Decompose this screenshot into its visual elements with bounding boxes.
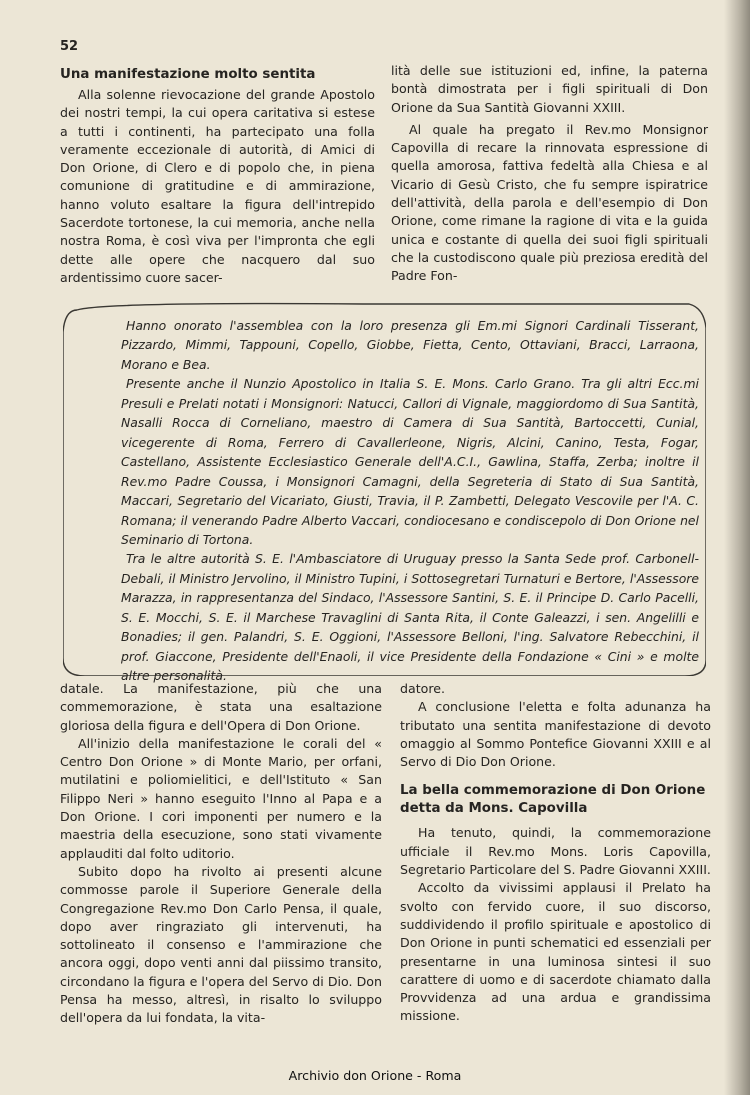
section-left-column bbox=[60, 66, 375, 287]
section-heading: La bella commemorazione di Don Orione detta da Mons. Capovilla bbox=[400, 783, 706, 817]
paragraph: datale. La manifestazione, più che una commemorazione, è stata una esaltazione gloriosa della figura e dell'Opera di Don Orione. bbox=[60, 681, 382, 733]
prelates-paragraph: Presente anche il Nunzio Apostolico in Italia S. E. Mons. Carlo Grano. Tra gli altri Ecc.mi Presuli e Prelati notati i Monsignori: Natucci, Callori di Vignale, maggiordomo di Sua Santità, Nasalli Rocca di Corneliano, maestro di Camera di Sua Santità, Bartoccetti, Cunial, vicegerente di Roma, Ferrero di Cavallerleone, Nigris, Alcini, Canino, Testa, Fogar, Castellano, Assistente Ecclesiastico Generale dell'A.C.I., Gawlina, Staffa, Zerba; inoltre il Rev.mo Padre Coussa, i Monsignori Camagni, della Segreteria di Stato di Sua Santità, Maccari, Segretario del Vicariato, Giusti, Travia, il P. Zambetti, Delegato Vescovile per l'A. C. Romana; il venerando Padre Alberto Vaccari, condiocesano e condiscepolo di Don Orione nel Seminario di Tortona. bbox=[121, 376, 699, 547]
paragraph: Ha tenuto, quindi, la commemorazione ufficiale il Rev.mo Mons. Loris Capovilla, Segretario Particolare del S. Padre Giovanni XXIII. bbox=[400, 825, 711, 878]
section-heading: Una manifestazione molto sentita bbox=[60, 67, 316, 82]
paragraph: Subito dopo ha rivolto ai presenti alcune commosse parole il Superiore Generale della Congregazione Rev.mo Don Carlo Pensa, il quale, dopo aver ringraziato gli intervenuti, ha sottolineato il consenso e l'ammirazione che ancora oggi, dopo venti anni dal piissimo transito, circondano la figura e l'opera del Servo di Dio. Don Pensa ha messo, altresì, in risalto lo sviluppo dell'opera da lui fondata, la vita- bbox=[60, 863, 382, 1026]
page-edge-shadow bbox=[724, 0, 750, 1095]
paragraph: Accolto da vivissimi applausi il Prelato ha svolto con fervido cuore, il suo discorso, suddividendo il profilo spirituale e apostolico di Don Orione in punti schematici ed essenziali per presentarne in una luminosa sintesi il suo carattere di uomo e di sacerdote chiamato dalla Provvidenza ad una ardua e grandissima missione. bbox=[400, 880, 711, 1024]
bottom-left-column bbox=[60, 680, 382, 1028]
section-right-column bbox=[391, 62, 708, 286]
authorities-paragraph: Tra le altre autorità S. E. l'Ambasciatore di Uruguay presso la Santa Sede prof. Carbonell-Debali, il Ministro Jervolino, il Ministro Tupini, i Sottosegretari Turnaturi e Bertore, l'Assessore Marazza, in rappresentanza del Sindaco, l'Assessore Santini, S. E. il Principe D. Carlo Pacelli, S. E. Mocchi, S. E. il Marchese Travaglini di Santa Rita, il Conte Galeazzi, i sen. Angelilli e Bonadies; il gen. Palandri, S. E. Oggioni, l'Assessore Belloni, l'ing. Salvatore Rebecchini, il prof. Giaccone, Presidente dell'Enaoli, il vice Presidente della Fondazione « Cini » e molte altre personalità. bbox=[121, 551, 699, 684]
page-number: 52 bbox=[60, 39, 79, 54]
paragraph: datore. bbox=[400, 681, 446, 696]
paragraph: Al quale ha pregato il Rev.mo Monsignor Capovilla di recare la rinnovata espressione di quella amorosa, fattiva fedeltà alla Chiesa e al Vicario di Gesù Cristo, che fu sempre ispiratrice dell'attività, della parola e dell'esempio di Don Orione, come rimane la ragione di vita e la guida unica e costante di quella dei suoi figli spirituali che la custodiscono quale più preziosa eredità del Padre Fon- bbox=[391, 121, 708, 284]
archive-footer: Archivio don Orione - Roma bbox=[288, 1068, 462, 1083]
paragraph: lità delle sue istituzioni ed, infine, la paterna bontà dimostrata per i figli spirituali di Don Orione da Sua Santità Giovanni XXIII. bbox=[391, 63, 708, 115]
paragraph: All'inizio della manifestazione le corali del « Centro Don Orione » di Monte Mario, per orfani, mutilatini e poliomielitici, e dell'Istituto « San Filippo Neri » hanno eseguito l'Inno al Papa e a Don Orione. I cori imponenti per numero e la maestria della esecuzione, sono stati vivamente applauditi dal folto uditorio. bbox=[60, 735, 382, 861]
bottom-right-column bbox=[400, 680, 711, 1026]
paragraph: A conclusione l'eletta e folta adunanza ha tributato una sentita manifestazione di devoto omaggio al Sommo Pontefice Giovanni XXIII e al Servo di Dio Don Orione. bbox=[400, 699, 711, 770]
cardinals-paragraph: Hanno onorato l'assemblea con la loro presenza gli Em.mi Signori Cardinali Tisserant, Pizzardo, Mimmi, Tappouni, Copello, Giobbe, Fietta, Cento, Ottaviani, Bracci, Larraona, Morano e Bea. bbox=[121, 318, 699, 372]
attendees-text bbox=[121, 316, 699, 686]
attendees-box bbox=[63, 292, 706, 684]
paragraph: Alla solenne rievocazione del grande Apostolo dei nostri tempi, la cui opera caritativa si estese a tutti i continenti, ha partecipato una folla veramente eccezionale di autorità, di Amici di Don Orione, di Clero e di popolo che, in piena comunione di gratitudine e di ammirazione, hanno voluto esaltare la figura dell'intrepido Sacerdote tortonese, la cui memoria, anche nella nostra Roma, è così viva per l'impronta che egli dette alle opere che nacquero dal suo ardentissimo cuore sacer- bbox=[60, 87, 375, 285]
